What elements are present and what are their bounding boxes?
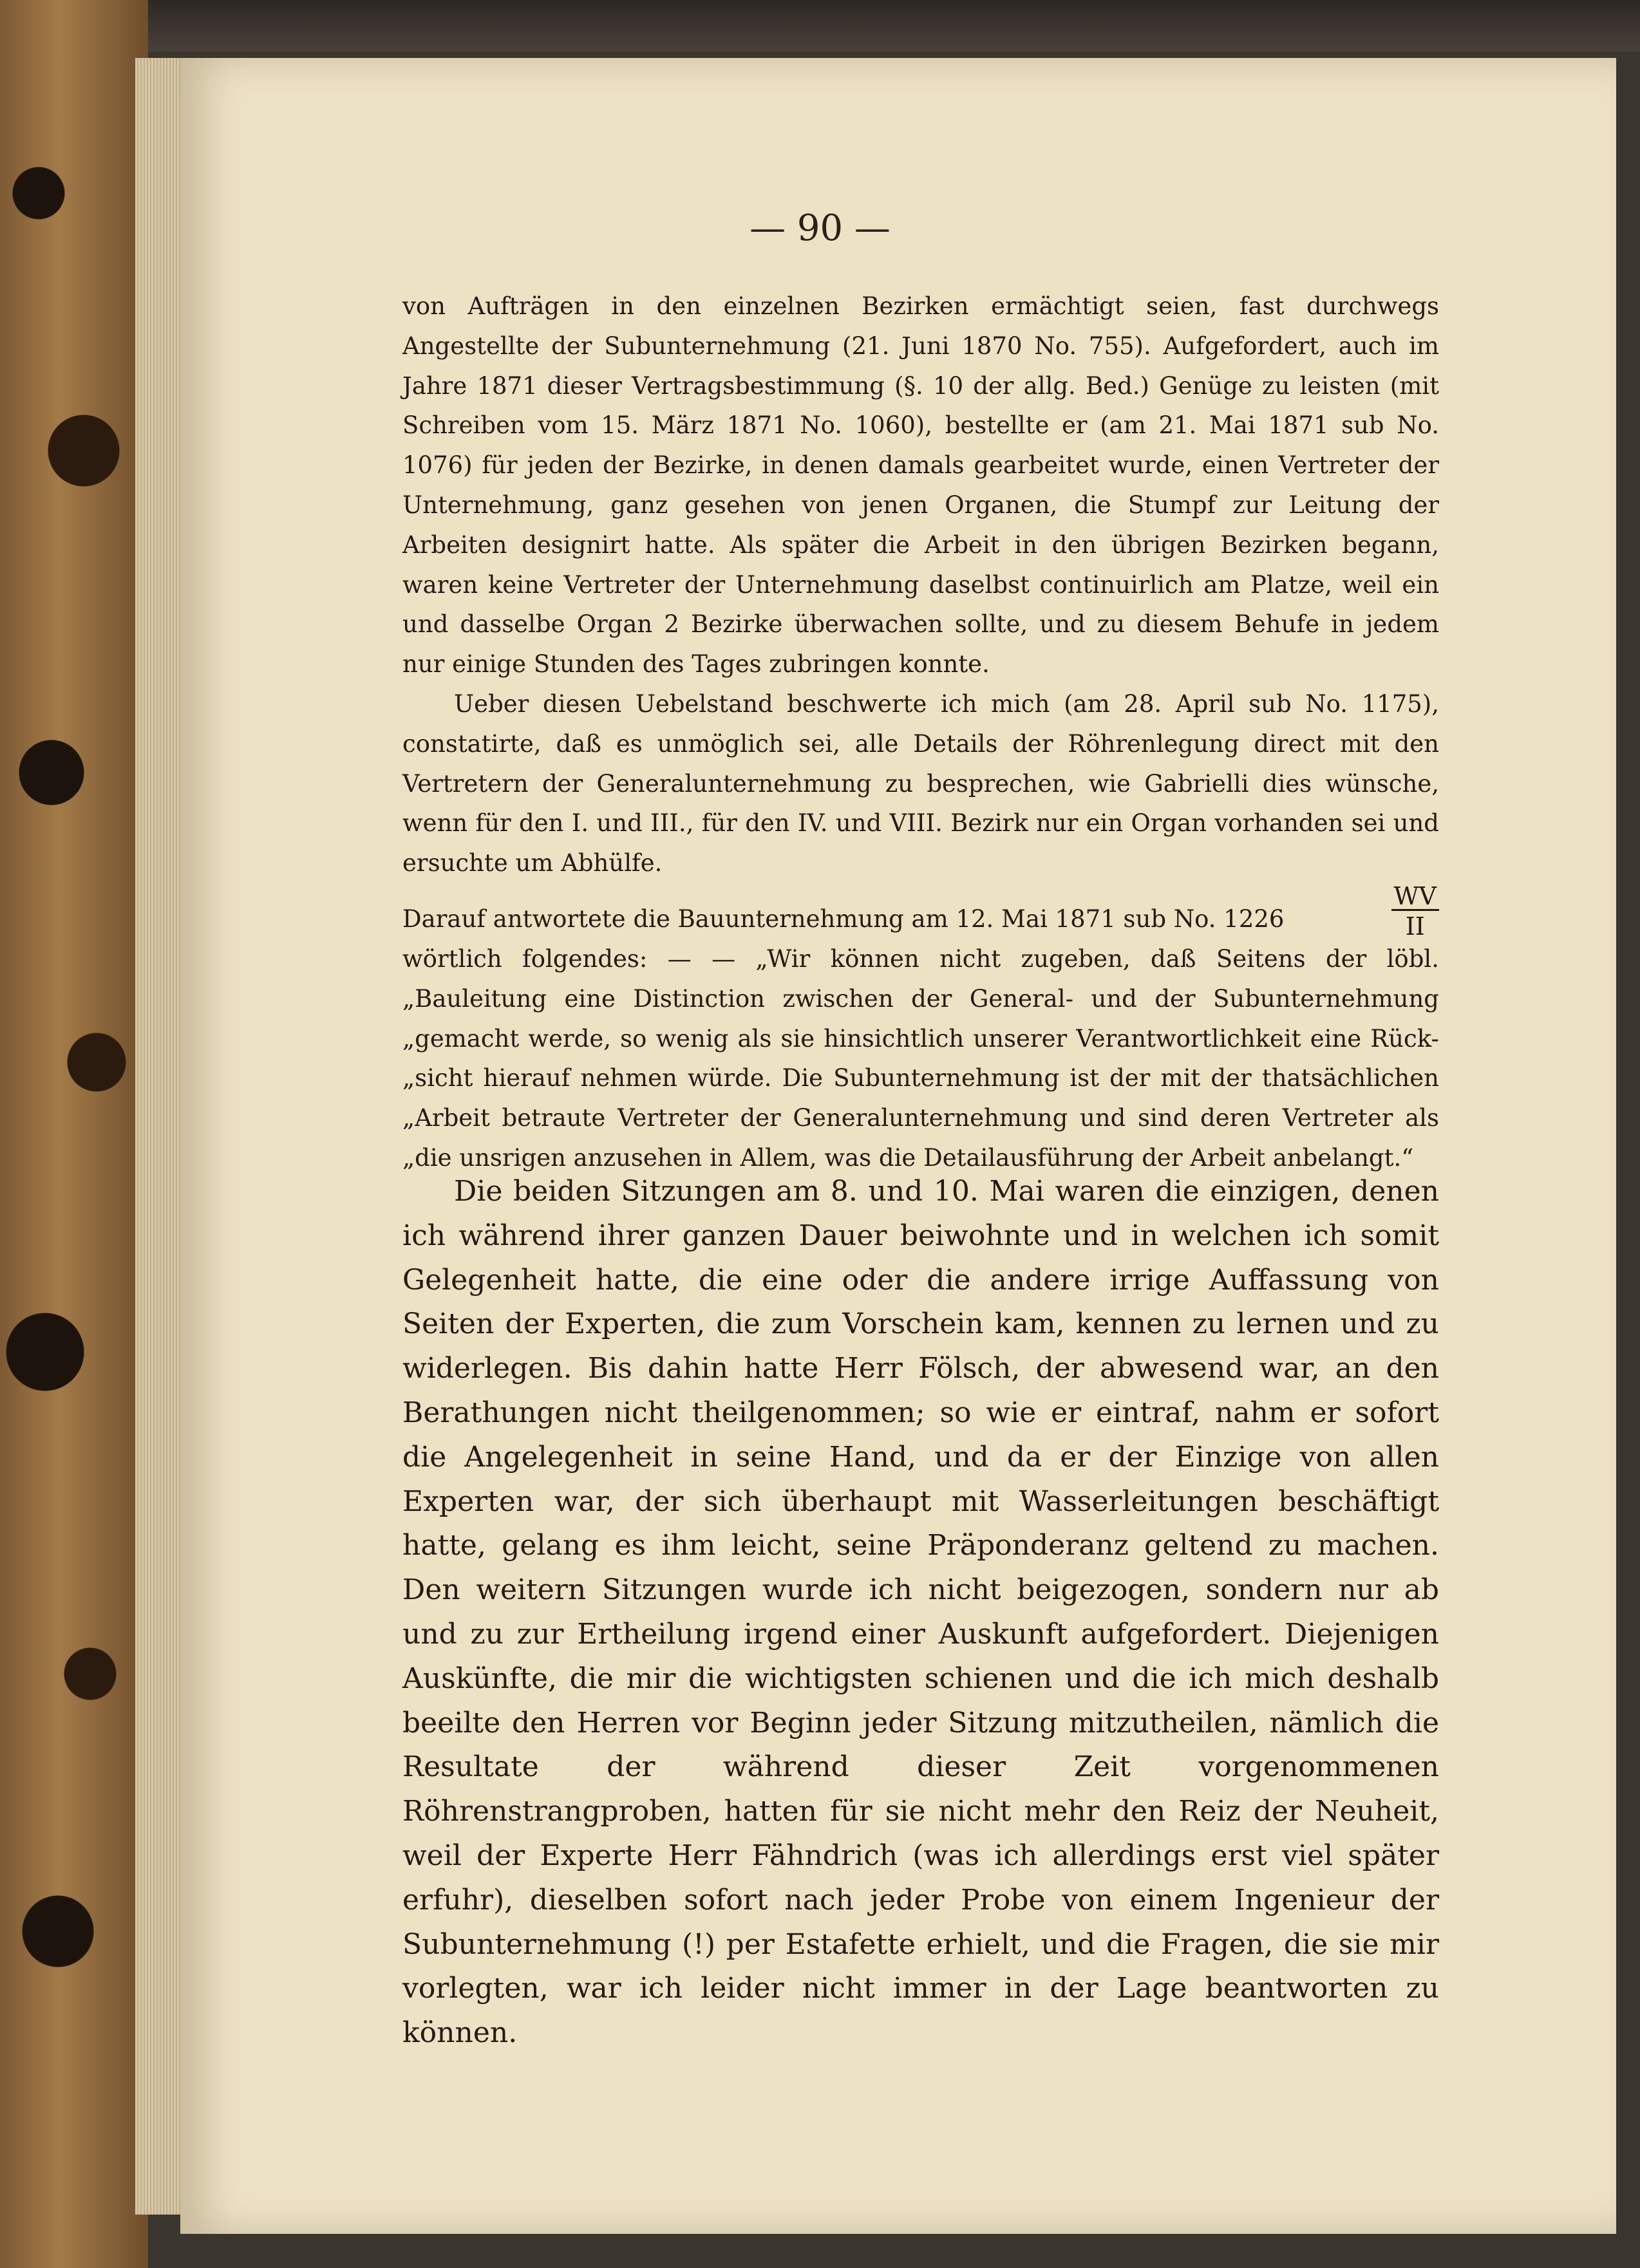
fraction-numerator: WV: [1391, 883, 1440, 911]
marbled-cover-board: [0, 0, 148, 2268]
fraction-denominator: II: [1405, 912, 1425, 941]
quoted-reply: wörtlich folgendes: — — „Wir können nicht zugeben, daß Seitens der löbl. „Bauleitung eine Distinction zwischen der General- und der Subunternehmung „gemacht werde, so wenig als sie hinsichtlich unserer Verantwortlichkeit eine Rück- „sicht hierauf nehmen würde. Die Subunternehmung ist der mit der thatsächlichen „Arbeit betraute Vertreter der Generalunternehmung und sind deren Vertreter als „die unsrigen anzusehen in Allem, was die Detailausführung der Arbeit anbelangt.“: [402, 944, 1439, 1172]
upper-text-block: [402, 286, 1439, 1178]
book-spine: [0, 0, 1640, 52]
paragraph-1: von Aufträgen in den einzelnen Bezirken ermächtigt seien, fast durchwegs Angestellte der Subunternehmung (21. Juni 1870 No. 755). Aufgefordert, auch im Jahre 1871 dieser Vertragsbestimmung (§. 10 der allg. Bed.) Genüge zu leisten (mit Schreiben vom 15. März 1871 No. 1060), bestellte er (am 21. Mai 1871 sub No. 1076) für jeden der Bezirke, in denen damals gearbeitet wurde, einen Vertreter der Unternehmung, ganz gesehen von jenen Organen, die Stumpf zur Leitung der Arbeiten designirt hatte. Als später die Arbeit in den übrigen Bezirken begann, waren keine Vertreter der Unternehmung daselbst continuirlich am Platze, weil ein und dasselbe Organ 2 Bezirke überwachen sollte, und zu diesem Behufe in jedem nur einige Stunden des Tages zubringen konnte.: [402, 292, 1439, 679]
paragraph-2: Ueber diesen Uebelstand beschwerte ich mich (am 28. April sub No. 1175), constatirte, daß es unmöglich sei, alle Details der Röhrenlegung direct mit den Vertretern der Generalunternehmung zu besprechen, wie Gabrielli dies wünsche, wenn für den I. und III., für den IV. und VIII. Bezirk nur ein Organ vorhanden sei und ersuchte um Abhülfe.: [402, 689, 1439, 877]
reply-line: [402, 883, 1439, 939]
page-edges: [135, 58, 187, 2215]
main-paragraph: Die beiden Sitzungen am 8. und 10. Mai waren die einzigen, denen ich während ihrer ganzen Dauer beiwohnte und in welchen ich somit Gelegenheit hatte, die eine oder die andere irrige Auffassung von Seiten der Experten, die zum Vorschein kam, kennen zu lernen und zu widerlegen. Bis dahin hatte Herr Fölsch, der abwesend war, an den Berathungen nicht theilgenommen; so wie er eintraf, nahm er sofort die Angelegenheit in seine Hand, und da er der Einzige von allen Experten war, der sich überhaupt mit Wasserleitungen beschäftigt hatte, gelang es ihm leicht, seine Präponderanz geltend zu machen. Den weitern Sitzungen wurde ich nicht beigezogen, sondern nur ab und zu zur Ertheilung irgend einer Auskunft aufgefordert. Diejenigen Auskünfte, die mir die wichtigsten schienen und die ich mich deshalb beeilte den Herren vor Beginn jeder Sitzung mitzutheilen, nämlich die Resultate der während dieser Zeit vorgenommenen Röhrenstrangproben, hatten für sie nicht mehr den Reiz der Neuheit, weil der Experte Herr Fähndrich (was ich allerdings erst viel später erfuhr), dieselben sofort nach jeder Probe von einem Ingenieur der Subunternehmung (!) per Estafette erhielt, und die Fragen, die sie mir vorlegten, war ich leider nicht immer in der Lage beantworten zu können.: [402, 1175, 1439, 2050]
reply-text: Darauf antwortete die Bauunternehmung am 12. Mai 1871 sub No. 1226: [402, 905, 1285, 933]
file-reference-fraction: [1391, 883, 1440, 939]
page-number: — 90 —: [749, 207, 891, 249]
main-text-block: [402, 1170, 1439, 2056]
